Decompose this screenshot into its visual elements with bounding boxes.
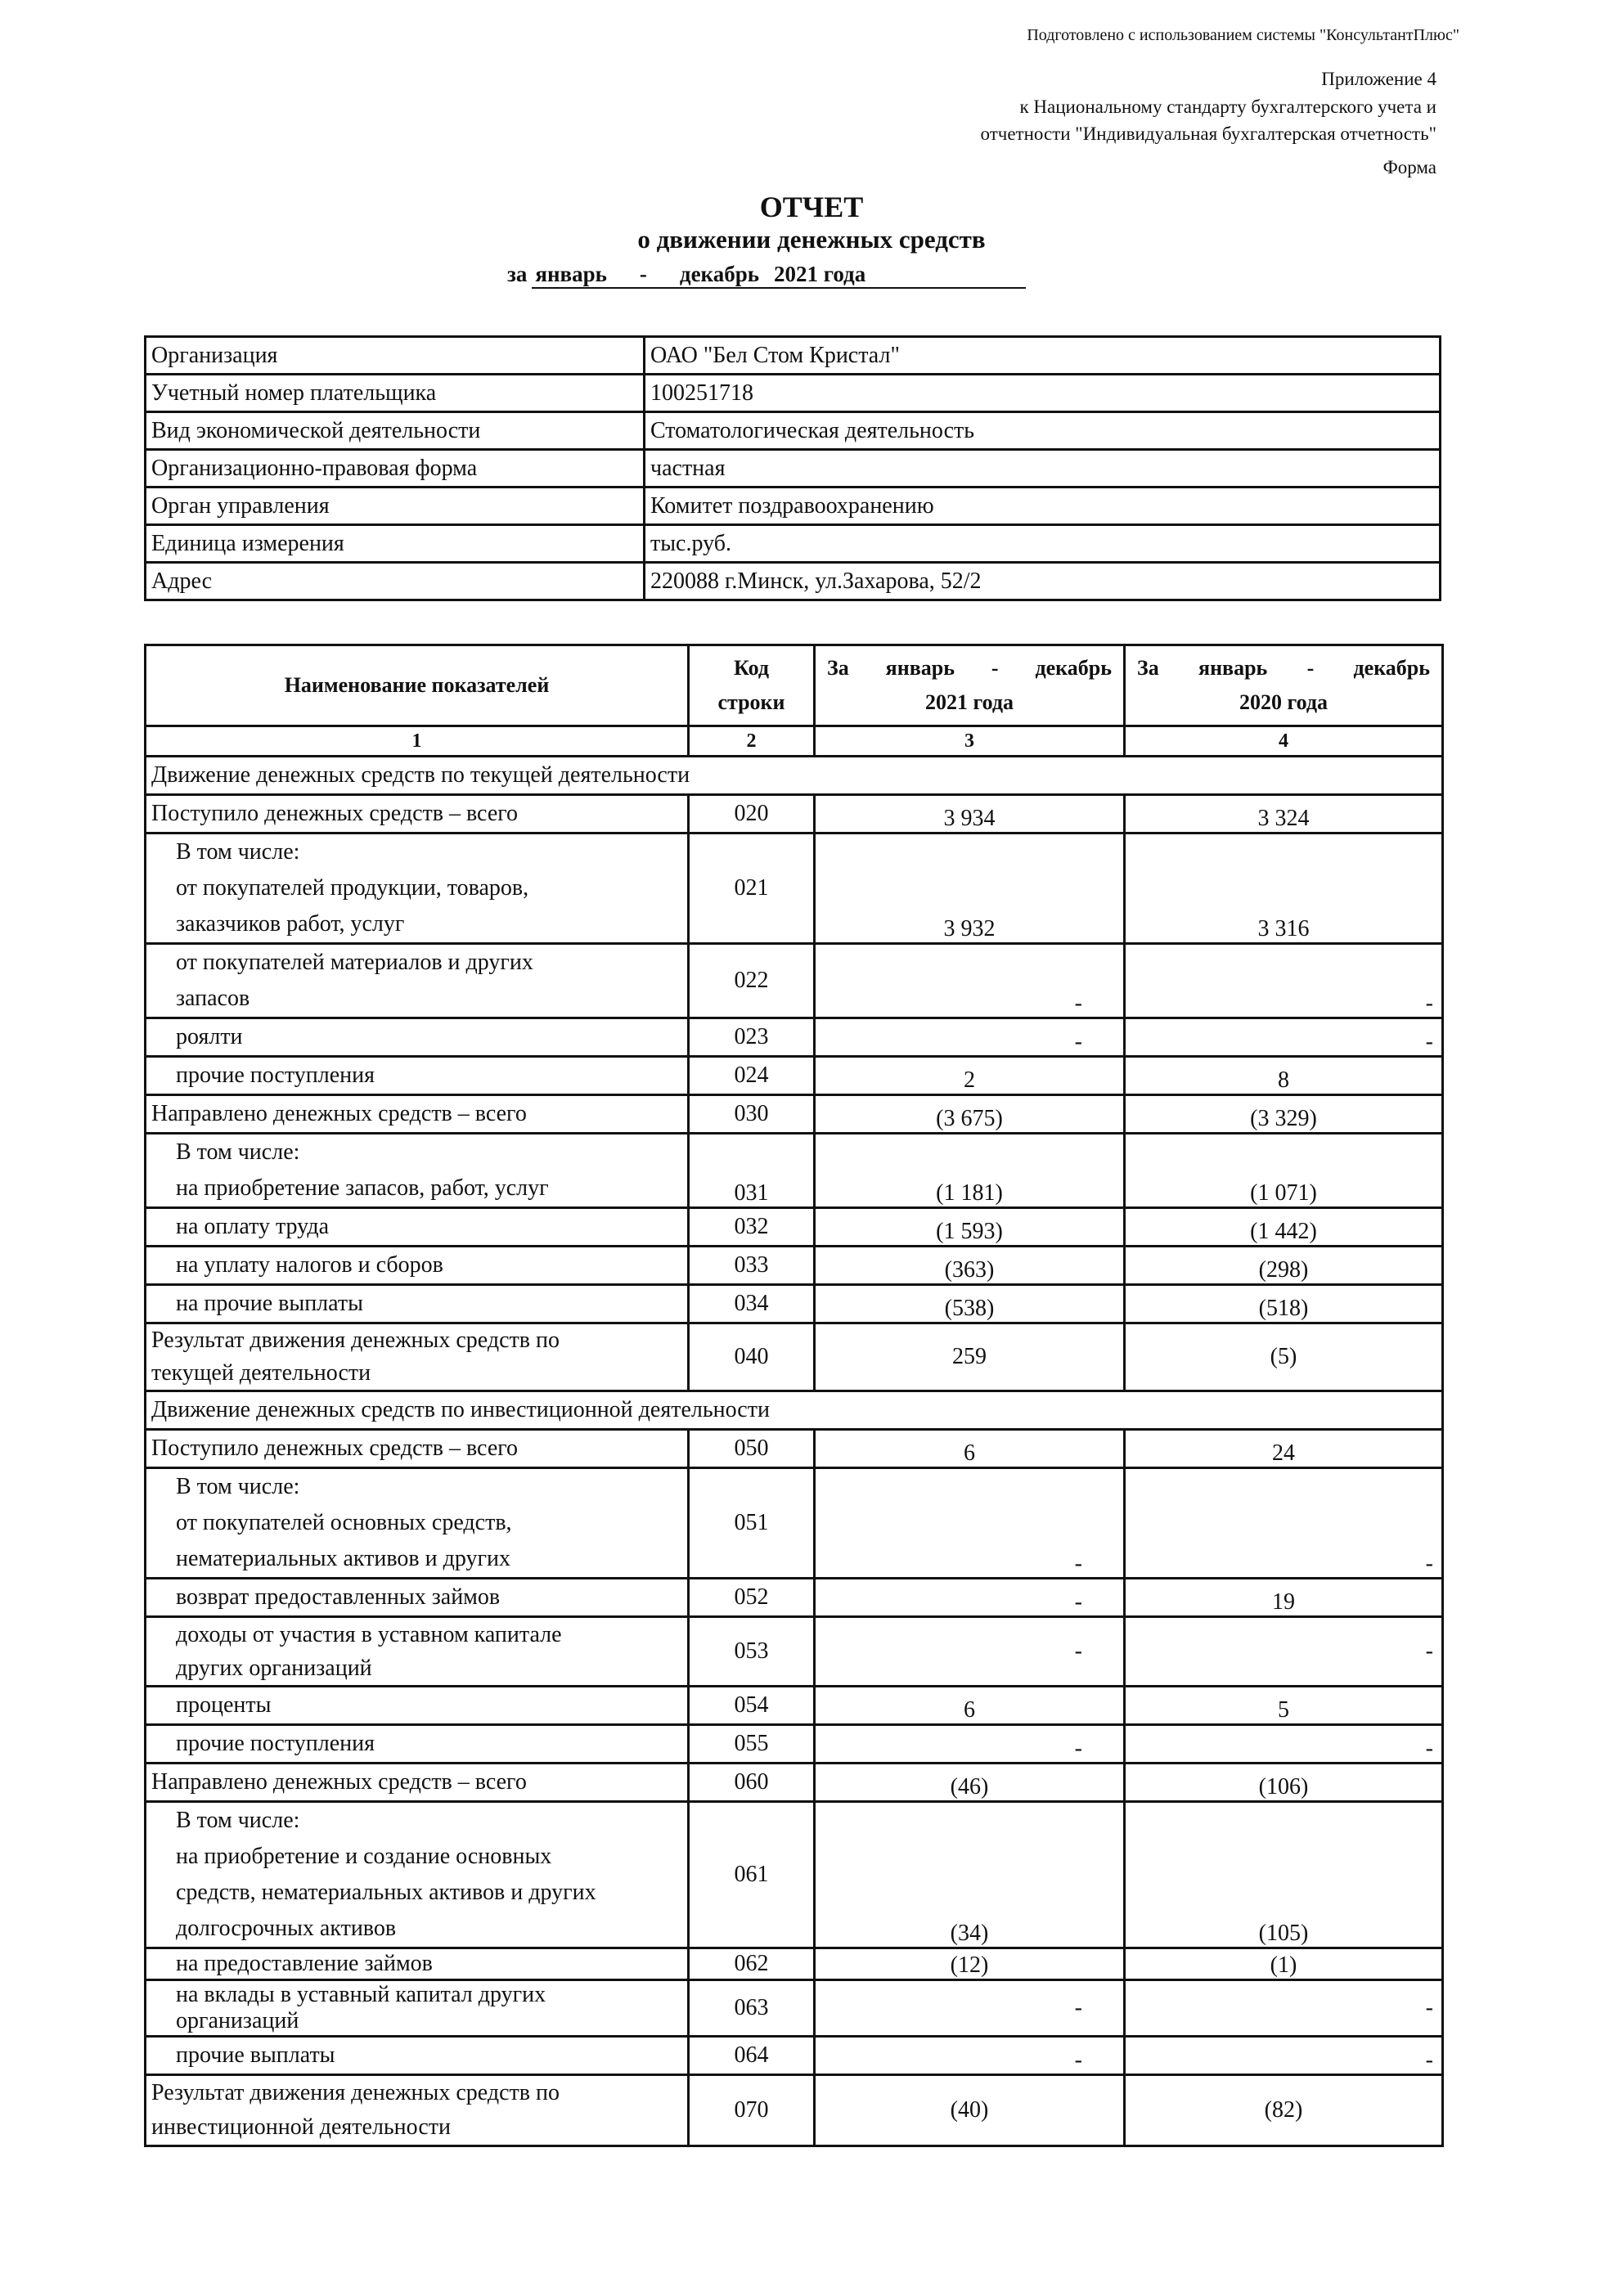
appendix-line-3: отчетности "Индивидуальная бухгалтерская отчетность" — [980, 124, 1436, 144]
appendix-line-2: к Национальному стандарту бухгалтерского учета и — [1019, 97, 1436, 117]
row-code: 030 — [689, 1095, 815, 1134]
info-value: Комитет поздравоохранению — [645, 488, 1441, 525]
table-row — [146, 1764, 1443, 1802]
row-name-line: на приобретение и создание основных — [176, 1844, 552, 1869]
form-label: Форма — [1382, 157, 1436, 177]
row-name: прочие выплаты — [146, 2037, 689, 2075]
header-2021-year: 2021 года — [924, 690, 1014, 714]
info-value: Стоматологическая деятельность — [645, 412, 1441, 450]
header-2021-from: январь — [885, 656, 955, 680]
row-value-2021: - — [815, 944, 1125, 1018]
report-subtitle: о движении денежных средств — [637, 225, 986, 254]
row-name-line: на вклады в уставный капитал других — [176, 1982, 546, 2007]
header-period-2021 — [815, 645, 1125, 726]
row-name-line: инвестиционной деятельности — [151, 2114, 452, 2140]
header-2020-dash: - — [1306, 656, 1315, 680]
row-code: 050 — [689, 1430, 815, 1468]
header-code-line2: строки — [717, 690, 785, 714]
row-value-2021: 6 — [815, 1687, 1125, 1725]
row-name — [146, 1980, 689, 2037]
table-header-row — [146, 645, 1443, 726]
row-value-2021: (363) — [815, 1247, 1125, 1285]
info-row — [146, 450, 1441, 488]
column-number: 2 — [689, 726, 815, 757]
row-value-2020: (5) — [1125, 1323, 1443, 1391]
header-2020-za: За — [1137, 656, 1159, 680]
row-code: 054 — [689, 1687, 815, 1725]
table-row — [146, 1134, 1443, 1208]
info-label: Учетный номер плательщика — [146, 375, 645, 412]
row-value-2020: 5 — [1125, 1687, 1443, 1725]
table-row — [146, 2075, 1443, 2146]
row-value-2020: - — [1125, 1980, 1443, 2037]
section-row-current — [146, 757, 1443, 795]
table-row — [146, 1323, 1443, 1391]
row-value-2021: (1 181) — [815, 1134, 1125, 1208]
row-name — [146, 1468, 689, 1579]
info-row — [146, 525, 1441, 563]
info-label: Единица измерения — [146, 525, 645, 563]
row-code: 070 — [689, 2075, 815, 2146]
info-row — [146, 375, 1441, 412]
row-code: 061 — [689, 1802, 815, 1948]
row-value-2020: 8 — [1125, 1057, 1443, 1095]
row-code: 021 — [689, 833, 815, 944]
row-name — [146, 944, 689, 1018]
row-value-2020: - — [1125, 1468, 1443, 1579]
row-name-line: от покупателей продукции, товаров, — [176, 875, 529, 901]
table-row — [146, 2037, 1443, 2075]
row-value-2020: (3 329) — [1125, 1095, 1443, 1134]
row-code: 060 — [689, 1764, 815, 1802]
column-number: 4 — [1125, 726, 1443, 757]
row-value-2021: (538) — [815, 1285, 1125, 1323]
row-value-2020: (518) — [1125, 1285, 1443, 1323]
row-name: на уплату налогов и сборов — [146, 1247, 689, 1285]
row-name-line: организаций — [176, 2008, 299, 2033]
row-name-line: доходы от участия в уставном капитале — [176, 1622, 562, 1647]
row-value-2020: - — [1125, 1617, 1443, 1687]
period-year: 2021 года — [774, 262, 866, 286]
info-value: ОАО "Бел Стом Кристал" — [645, 337, 1441, 375]
table-row — [146, 833, 1443, 944]
header-code-line1: Код — [734, 656, 769, 680]
row-value-2021: 6 — [815, 1430, 1125, 1468]
column-number: 3 — [815, 726, 1125, 757]
section-title: Движение денежных средств по инвестиционной деятельности — [146, 1391, 1443, 1430]
row-value-2020: (1 442) — [1125, 1208, 1443, 1247]
row-name: Направлено денежных средств – всего — [146, 1095, 689, 1134]
row-name-line: запасов — [176, 986, 250, 1011]
row-value-2021: - — [815, 1980, 1125, 2037]
table-row — [146, 1802, 1443, 1948]
table-row — [146, 1285, 1443, 1323]
header-period-2020 — [1125, 645, 1443, 726]
table-row — [146, 1980, 1443, 2037]
row-intro: В том числе: — [176, 1139, 300, 1165]
row-value-2020: - — [1125, 1725, 1443, 1764]
period-dash: - — [639, 262, 647, 286]
table-row — [146, 1430, 1443, 1468]
info-row — [146, 337, 1441, 375]
row-code: 063 — [689, 1980, 815, 2037]
table-row — [146, 1247, 1443, 1285]
prepared-by-note: Подготовлено с использованием системы "КонсультантПлюс" — [1027, 26, 1459, 44]
row-intro: В том числе: — [176, 1474, 300, 1499]
row-code: 023 — [689, 1018, 815, 1057]
row-value-2021: - — [815, 1725, 1125, 1764]
row-name-line: других организаций — [176, 1656, 372, 1681]
row-value-2021: - — [815, 1468, 1125, 1579]
row-value-2020: - — [1125, 2037, 1443, 2075]
row-name-line: нематериальных активов и других — [176, 1546, 510, 1571]
row-code: 053 — [689, 1617, 815, 1687]
row-code: 022 — [689, 944, 815, 1018]
row-value-2021: 3 932 — [815, 833, 1125, 944]
period-prefix: за — [507, 262, 528, 286]
row-name-line: заказчиков работ, услуг — [176, 911, 405, 937]
row-name-line: Результат движения денежных средств по — [151, 1328, 560, 1353]
row-name: возврат предоставленных займов — [146, 1579, 689, 1617]
row-name — [146, 2075, 689, 2146]
organization-info-table — [144, 335, 1441, 601]
row-code: 031 — [689, 1134, 815, 1208]
row-code: 055 — [689, 1725, 815, 1764]
row-value-2021: (34) — [815, 1802, 1125, 1948]
row-code: 051 — [689, 1468, 815, 1579]
row-name — [146, 1134, 689, 1208]
row-code: 040 — [689, 1323, 815, 1391]
row-code: 052 — [689, 1579, 815, 1617]
row-name — [146, 1323, 689, 1391]
info-label: Орган управления — [146, 488, 645, 525]
header-2020-year: 2020 года — [1239, 690, 1329, 714]
row-code: 024 — [689, 1057, 815, 1095]
table-row — [146, 1948, 1443, 1980]
table-row — [146, 1095, 1443, 1134]
row-value-2020: (298) — [1125, 1247, 1443, 1285]
row-value-2021: 2 — [815, 1057, 1125, 1095]
table-row — [146, 1208, 1443, 1247]
row-value-2021: (1 593) — [815, 1208, 1125, 1247]
table-row — [146, 1057, 1443, 1095]
info-row — [146, 412, 1441, 450]
info-label: Организационно-правовая форма — [146, 450, 645, 488]
row-value-2021: - — [815, 1579, 1125, 1617]
table-row — [146, 1579, 1443, 1617]
row-name: прочие поступления — [146, 1057, 689, 1095]
row-name: проценты — [146, 1687, 689, 1725]
row-name: Поступило денежных средств – всего — [146, 1430, 689, 1468]
header-2021-za: За — [827, 656, 849, 680]
row-value-2020: - — [1125, 1018, 1443, 1057]
report-title: ОТЧЕТ — [759, 191, 864, 223]
row-code: 020 — [689, 795, 815, 833]
report-period — [507, 262, 1026, 289]
row-name-line: Результат движения денежных средств по — [151, 2080, 560, 2105]
header-2021-dash: - — [991, 656, 999, 680]
row-name: на предоставление займов — [146, 1948, 689, 1980]
column-number: 1 — [146, 726, 689, 757]
table-row — [146, 795, 1443, 833]
row-name-line: от покупателей основных средств, — [176, 1510, 512, 1535]
cash-flow-table — [144, 644, 1444, 2147]
row-value-2021: - — [815, 2037, 1125, 2075]
row-name: Поступило денежных средств – всего — [146, 795, 689, 833]
period-from: январь — [535, 262, 607, 286]
row-value-2021: 3 934 — [815, 795, 1125, 833]
row-value-2021: - — [815, 1617, 1125, 1687]
row-value-2021: 259 — [815, 1323, 1125, 1391]
info-row — [146, 488, 1441, 525]
row-name: прочие поступления — [146, 1725, 689, 1764]
header-2020-from: январь — [1198, 656, 1268, 680]
header-2020-to: декабрь — [1353, 656, 1430, 680]
row-value-2021: (40) — [815, 2075, 1125, 2146]
row-value-2020: 24 — [1125, 1430, 1443, 1468]
row-name: на прочие выплаты — [146, 1285, 689, 1323]
column-number-row — [146, 726, 1443, 757]
table-row — [146, 1725, 1443, 1764]
row-value-2020: (106) — [1125, 1764, 1443, 1802]
info-label: Организация — [146, 337, 645, 375]
row-name: на оплату труда — [146, 1208, 689, 1247]
info-value: 100251718 — [645, 375, 1441, 412]
table-row — [146, 1687, 1443, 1725]
row-value-2020: 3 316 — [1125, 833, 1443, 944]
table-row — [146, 1617, 1443, 1687]
row-name — [146, 1802, 689, 1948]
row-name: Направлено денежных средств – всего — [146, 1764, 689, 1802]
row-name-line: текущей деятельности — [151, 1360, 371, 1386]
row-value-2021: (3 675) — [815, 1095, 1125, 1134]
row-code: 032 — [689, 1208, 815, 1247]
row-name — [146, 1617, 689, 1687]
row-name-line: на приобретение запасов, работ, услуг — [176, 1175, 549, 1201]
row-code: 034 — [689, 1285, 815, 1323]
table-row — [146, 944, 1443, 1018]
row-value-2020: 3 324 — [1125, 795, 1443, 833]
row-name-line: от покупателей материалов и других — [176, 950, 533, 975]
row-value-2020: - — [1125, 944, 1443, 1018]
period-to: декабрь — [679, 262, 759, 286]
row-value-2021: (12) — [815, 1948, 1125, 1980]
info-value: частная — [645, 450, 1441, 488]
row-name — [146, 833, 689, 944]
section-row-invest — [146, 1391, 1443, 1430]
row-value-2020: (82) — [1125, 2075, 1443, 2146]
table-row — [146, 1468, 1443, 1579]
row-code: 033 — [689, 1247, 815, 1285]
row-intro: В том числе: — [176, 839, 300, 865]
info-row — [146, 563, 1441, 600]
info-value: тыс.руб. — [645, 525, 1441, 563]
row-code: 064 — [689, 2037, 815, 2075]
row-name-line: долгосрочных активов — [176, 1916, 397, 1941]
row-value-2021: - — [815, 1018, 1125, 1057]
info-label: Адрес — [146, 563, 645, 600]
row-name: роялти — [146, 1018, 689, 1057]
row-value-2020: (1) — [1125, 1948, 1443, 1980]
row-name-line: средств, нематериальных активов и других — [176, 1880, 596, 1905]
header-code — [689, 645, 815, 726]
appendix-label: Приложение 4 — [1321, 69, 1436, 89]
section-title: Движение денежных средств по текущей деятельности — [146, 757, 1443, 795]
row-code: 062 — [689, 1948, 815, 1980]
header-2021-to: декабрь — [1035, 656, 1112, 680]
header-name: Наименование показателей — [146, 645, 689, 726]
table-row — [146, 1018, 1443, 1057]
row-value-2020: (105) — [1125, 1802, 1443, 1948]
row-value-2021: (46) — [815, 1764, 1125, 1802]
info-label: Вид экономической деятельности — [146, 412, 645, 450]
info-value: 220088 г.Минск, ул.Захарова, 52/2 — [645, 563, 1441, 600]
row-value-2020: 19 — [1125, 1579, 1443, 1617]
row-value-2020: (1 071) — [1125, 1134, 1443, 1208]
row-intro: В том числе: — [176, 1808, 300, 1833]
